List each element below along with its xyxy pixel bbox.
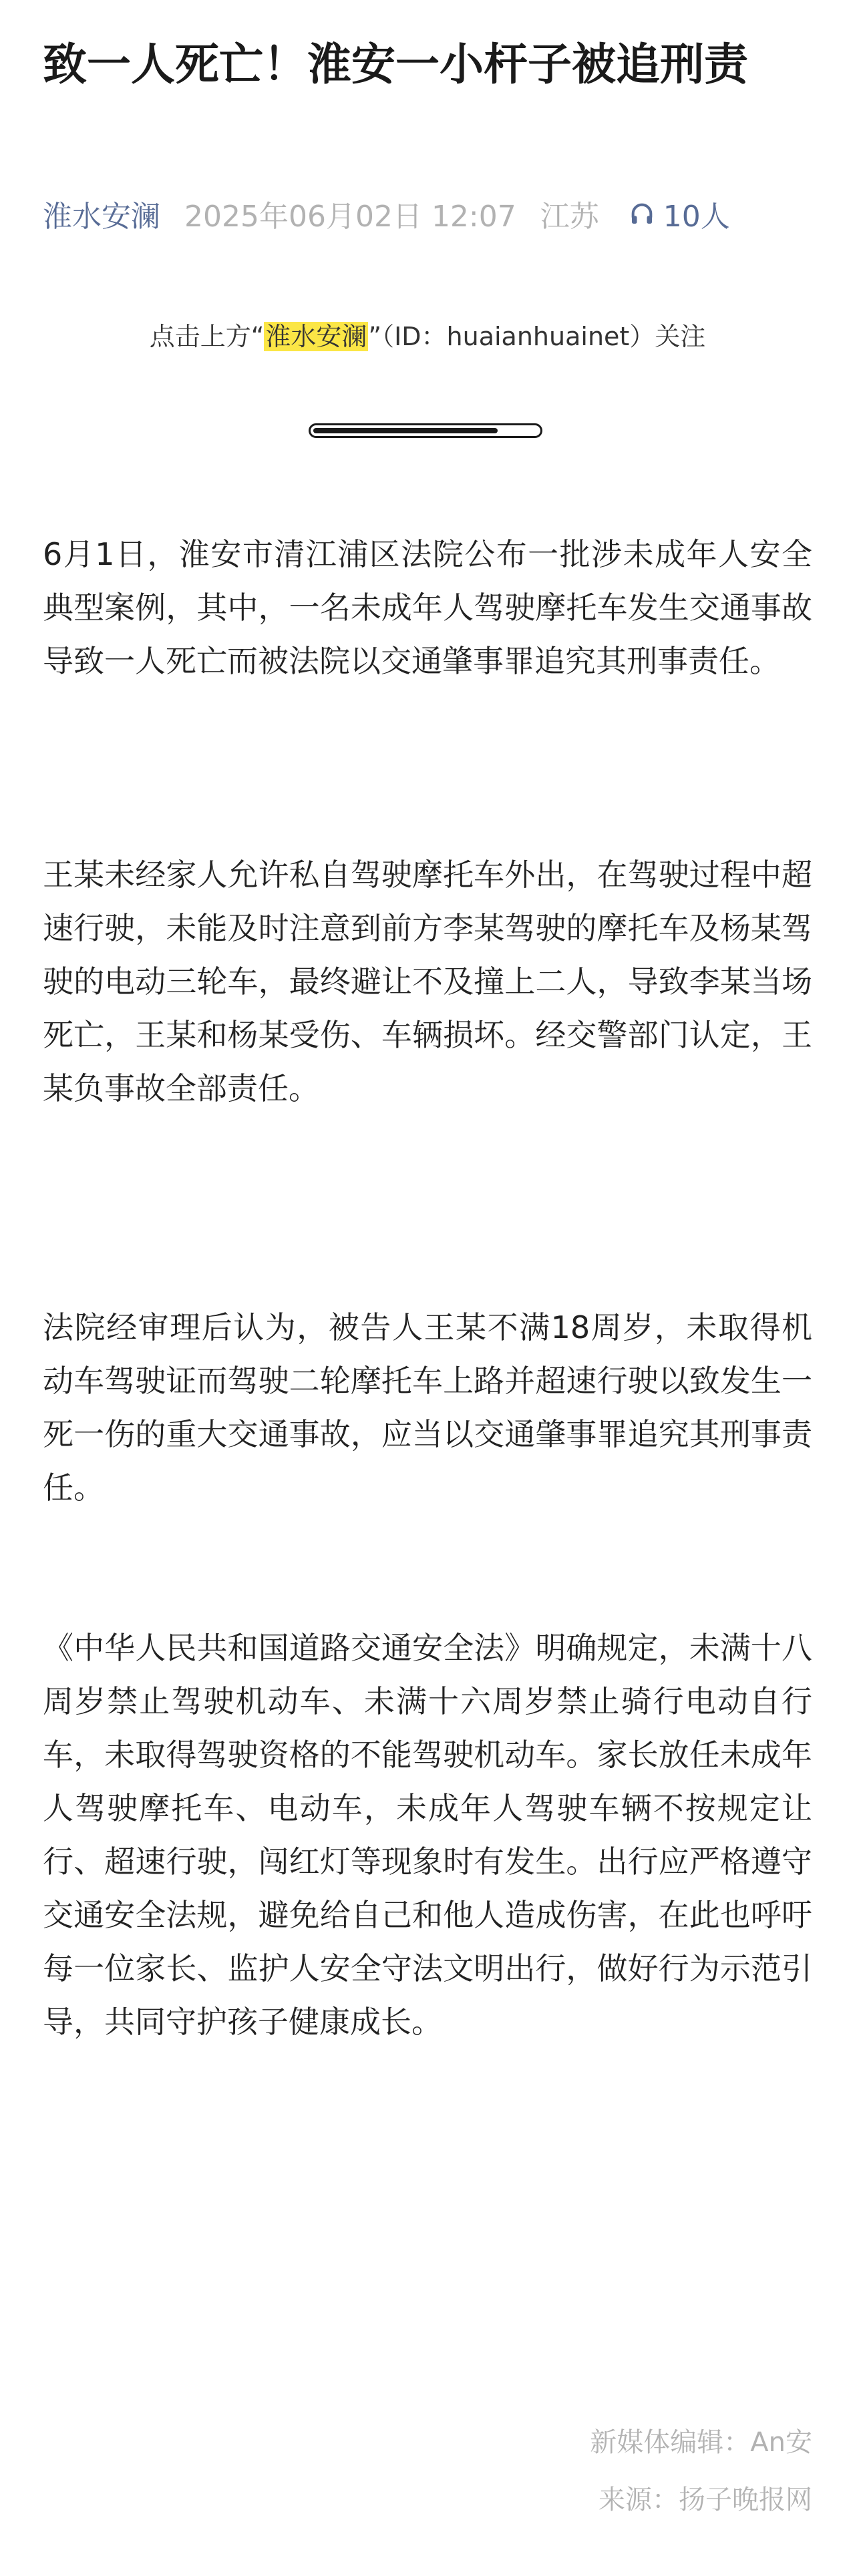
listen-count: 10人 bbox=[663, 200, 730, 234]
body-paragraph-2: 王某未经家人允许私自驾驶摩托车外出，在驾驶过程中超速行驶，未能及时注意到前方李某驾驶的摩托车及杨某驾驶的电动三轮车，最终避让不及撞上二人，导致李某当场死亡，王某和杨某受伤、车辆损坏。经交警部门认定，王某负事故全部责任。 bbox=[43, 857, 812, 1106]
footer-source: 来源：扬子晚报网 bbox=[598, 2485, 812, 2515]
divider-bar-fill bbox=[313, 428, 498, 433]
body-paragraph-4: 《中华人民共和国道路交通安全法》明确规定，未满十八周岁禁止驾驶机动车、未满十六周岁禁止骑行电动自行车，未取得驾驶资格的不能驾驶机动车。家长放任未成年人驾驶摩托车、电动车，未成年人驾驶车辆不按规定让行、超速行驶，闯红灯等现象时有发生。出行应严格遵守交通安全法规，避免给自己和他人造成伤害，在此也呼吁每一位家长、监护人安全守法文明出行，做好行为示范引导，共同守护孩子健康成长。 bbox=[43, 1630, 812, 2040]
headphones-icon bbox=[629, 200, 655, 227]
publish-region: 江苏 bbox=[540, 200, 599, 234]
article-meta bbox=[43, 194, 730, 234]
follow-suffix: ”（ID：huaianhuainet）关注 bbox=[368, 322, 706, 351]
listen-button[interactable] bbox=[629, 192, 730, 235]
article-title: 致一人死亡！淮安一小杆子被追刑责 bbox=[43, 39, 748, 90]
decorative-divider-bar bbox=[309, 423, 542, 438]
follow-account-highlight[interactable]: 淮水安澜 bbox=[265, 322, 367, 351]
body-paragraph-3: 法院经审理后认为，被告人王某不满18周岁，未取得机动车驾驶证而驾驶二轮摩托车上路并超速行驶以致发生一死一伤的重大交通事故，应当以交通肇事罪追究其刑事责任。 bbox=[43, 1309, 812, 1506]
account-name-link[interactable]: 淮水安澜 bbox=[43, 200, 160, 234]
follow-prefix: 点击上方“ bbox=[149, 322, 265, 351]
body-paragraph-1: 6月1日，淮安市清江浦区法院公布一批涉未成年人安全典型案例，其中，一名未成年人驾驶摩托车发生交通事故导致一人死亡而被法院以交通肇事罪追究其刑事责任。 bbox=[43, 536, 812, 679]
footer-editor: 新媒体编辑：An安 bbox=[590, 2427, 812, 2458]
follow-notice bbox=[0, 316, 855, 357]
publish-datetime: 2025年06月02日 12:07 bbox=[184, 200, 516, 234]
